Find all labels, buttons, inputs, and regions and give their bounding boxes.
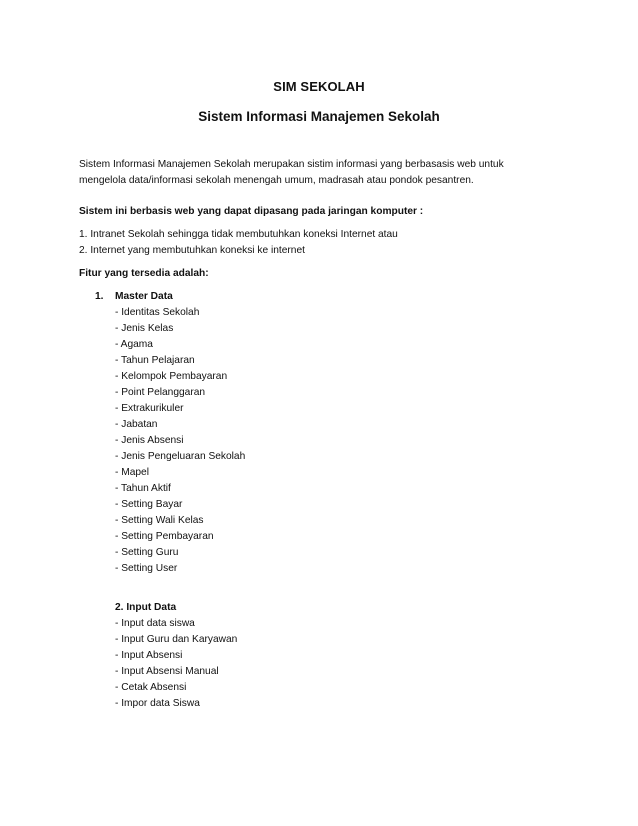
list-item: - Input Guru dan Karyawan (115, 634, 238, 645)
section1-title: Master Data (115, 291, 173, 302)
list-item: - Jenis Absensi (115, 435, 184, 446)
network-item: 1. Intranet Sekolah sehingga tidak membutuhkan koneksi Internet atau (79, 229, 398, 240)
list-item: - Input data siswa (115, 618, 195, 629)
list-item: - Tahun Aktif (115, 483, 171, 494)
list-item: - Agama (115, 339, 153, 350)
list-item: - Setting Guru (115, 547, 179, 558)
section2-list (115, 616, 237, 712)
list-item: - Jabatan (115, 419, 158, 430)
list-item: - Jenis Kelas (115, 323, 174, 334)
list-item: - Identitas Sekolah (115, 307, 200, 318)
list-item: - Jenis Pengeluaran Sekolah (115, 451, 246, 462)
network-heading: Sistem ini berbasis web yang dapat dipasang pada jaringan komputer : (79, 206, 424, 217)
list-item: - Kelompok Pembayaran (115, 371, 228, 382)
section1-number: 1. (95, 291, 104, 302)
list-item: - Setting Pembayaran (115, 531, 214, 542)
list-item: - Point Pelanggaran (115, 387, 206, 398)
list-item: - Mapel (115, 467, 149, 478)
features-heading: Fitur yang tersedia adalah: (79, 268, 209, 279)
list-item: - Tahun Pelajaran (115, 355, 195, 366)
document-subtitle: Sistem Informasi Manajemen Sekolah (198, 109, 440, 124)
intro-paragraph: Sistem Informasi Manajemen Sekolah merupakan sistim informasi yang berbasasis web untuk mengelola data/informasi sekolah menengah umum, madrasah atau pondok pesantren. (79, 159, 504, 186)
list-item: - Input Absensi (115, 650, 183, 661)
list-item: - Impor data Siswa (115, 698, 200, 709)
network-item: 2. Internet yang membutuhkan koneksi ke internet (79, 245, 305, 256)
list-item: - Setting Wali Kelas (115, 515, 204, 526)
document-title: SIM SEKOLAH (273, 79, 365, 94)
list-item: - Setting Bayar (115, 499, 183, 510)
list-item: - Input Absensi Manual (115, 666, 219, 677)
section1-list (115, 305, 245, 577)
list-item: - Cetak Absensi (115, 682, 187, 693)
list-item: - Setting User (115, 563, 178, 574)
list-item: - Extrakurikuler (115, 403, 184, 414)
section2-title: 2. Input Data (115, 602, 177, 613)
